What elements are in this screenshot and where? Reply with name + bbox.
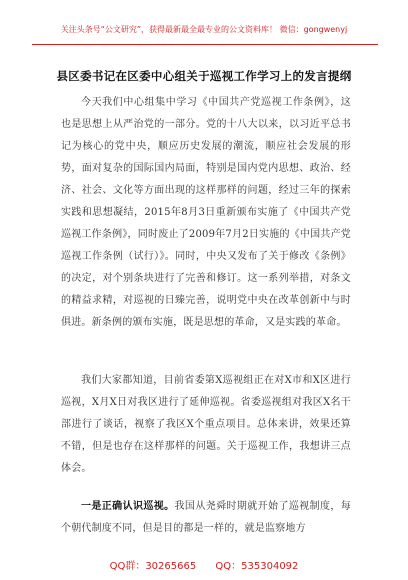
promo-header: 关注头条号“公文研究”，获得最新最全最专业的公文资料库！ 微信：gongwenyj <box>60 25 348 34</box>
paragraph-intro: 今天我们中心组集中学习《中国共产党巡视工作条例》，这也是思想上从严治党的一部分。党的十八大以来，以习近平总书记为核心的党中央，顺应历史发展的潮流，顺应社会发展的形势，面对复杂的国际国内局面，特别是国内党内思想、政治、经济、社会、文化等方面出现的这样那样的问题，经过三年的探索实践和思想凝结，2015年8月3日重新颁布实施了《中国共产党巡视工作条例》，同时废止了2009年7月2日实施的《中国共产党巡视工作条例（试行）》。同时，中央又发布了关于修改《条例》的决定，对个别条块进行了完善和修订。这一系列举措，对条文的精益求精，对巡视的日臻完善，说明党中央在改革创新中与时俱进。新条例的颁布实施，既是思想的革命，又是实践的革命。 <box>61 97 351 328</box>
header-divider <box>32 44 378 45</box>
document-title: 县区委书记在区委中心组关于巡视工作学习上的发言提纲 <box>56 69 352 83</box>
paragraph-point-one <box>61 496 351 540</box>
paragraph-inspection: 我们大家都知道，目前省委第X巡视组正在对X市和X区进行巡视，X月X日对我区进行了延伸巡视。省委巡视组对我区X名干部进行了谈话，视察了我区X个重点项目。总体来讲，效果还算不错，但是也存在这样那样的问题。关于巡视工作，我想讲三点体会。 <box>61 375 351 474</box>
qq-group: QQ群：30265665 <box>109 561 197 572</box>
contact-footer <box>0 557 408 572</box>
point-one-text: 我国从尧舜时期就开始了巡视制度，每个朝代制度不同，但是目的都是一样的，就是监察地方 <box>61 501 351 534</box>
point-one-heading: 一是正确认识巡视。 <box>81 501 175 512</box>
qq-number: QQ：535304092 <box>215 561 299 572</box>
